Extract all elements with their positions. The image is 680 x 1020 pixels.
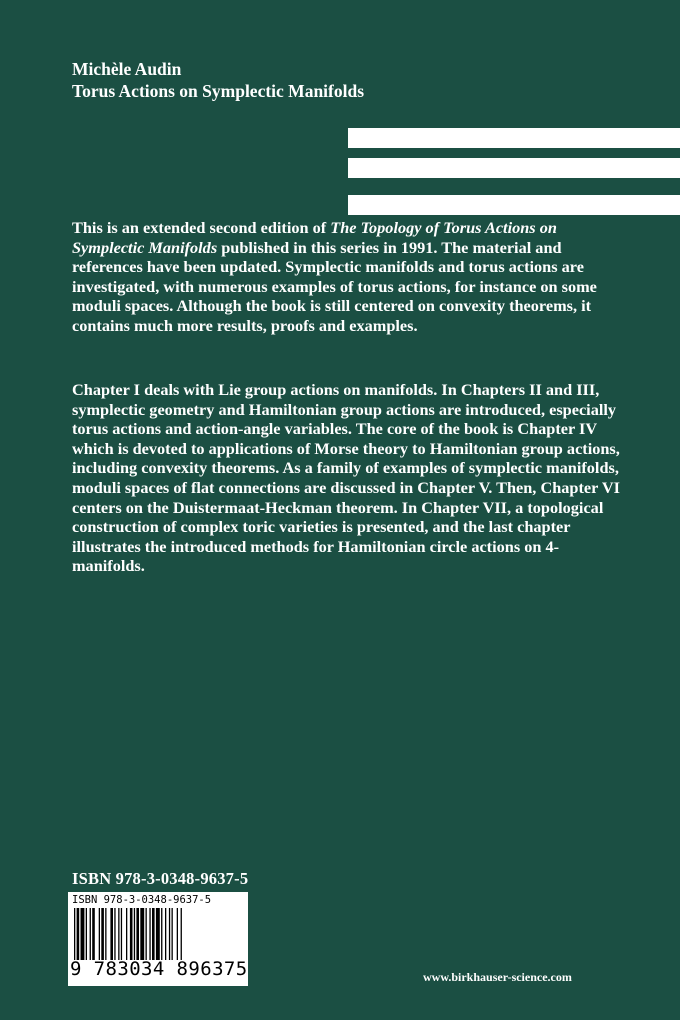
blurb-rest: published in this series in 1991. The material and references have been updated. Symplectic manifolds and torus actions are investigated, with numerous examples of torus actions, for instance on some moduli spaces. Although the book is still centered on convexity theorems, it contains much more results, proofs and examples. [72,237,597,335]
blurb-paragraph-2-text: Chapter I deals with Lie group actions on manifolds. In Chapters II and III, symplectic geometry and Hamiltonian group actions are introduced, especially torus actions and action-angle variables. The core of the book is Chapter IV which is devoted to applications of Morse theory to Hamiltonian group actions, including convexity theorems. As a family of examples of symplectic manifolds, moduli spaces of flat connections are discussed in Chapter V. Then, Chapter VI centers on the Duistermaat-Heckman theorem. In Chapter VII, a topological construction of complex toric varieties is presented, and the last chapter illustrates the introduced methods for Hamiltonian circle actions on 4-manifolds. [72,380,620,576]
isbn-label: ISBN 978-3-0348-9637-5 [72,869,249,888]
publisher-url: www.birkhauser-science.com [423,970,572,984]
barcode-bars [74,908,242,960]
decorative-stripe-3 [348,195,680,215]
blurb-lead: This is an extended second edition of [72,218,331,237]
book-header [72,58,364,102]
blurb-paragraph-1 [72,218,624,336]
author-name: Michèle Audin [72,59,182,79]
decorative-stripe-2 [348,158,680,178]
barcode [68,892,248,986]
blurb-italic-title: The Topology of Torus Actions on Symplectic Manifolds [72,218,557,257]
blurb-paragraph-2 [72,380,624,576]
decorative-stripe-1 [348,128,680,148]
barcode-digits: 9 783034 896375 [70,958,248,980]
barcode-isbn-top: ISBN 978-3-0348-9637-5 [72,894,212,906]
book-title: Torus Actions on Symplectic Manifolds [72,81,365,101]
